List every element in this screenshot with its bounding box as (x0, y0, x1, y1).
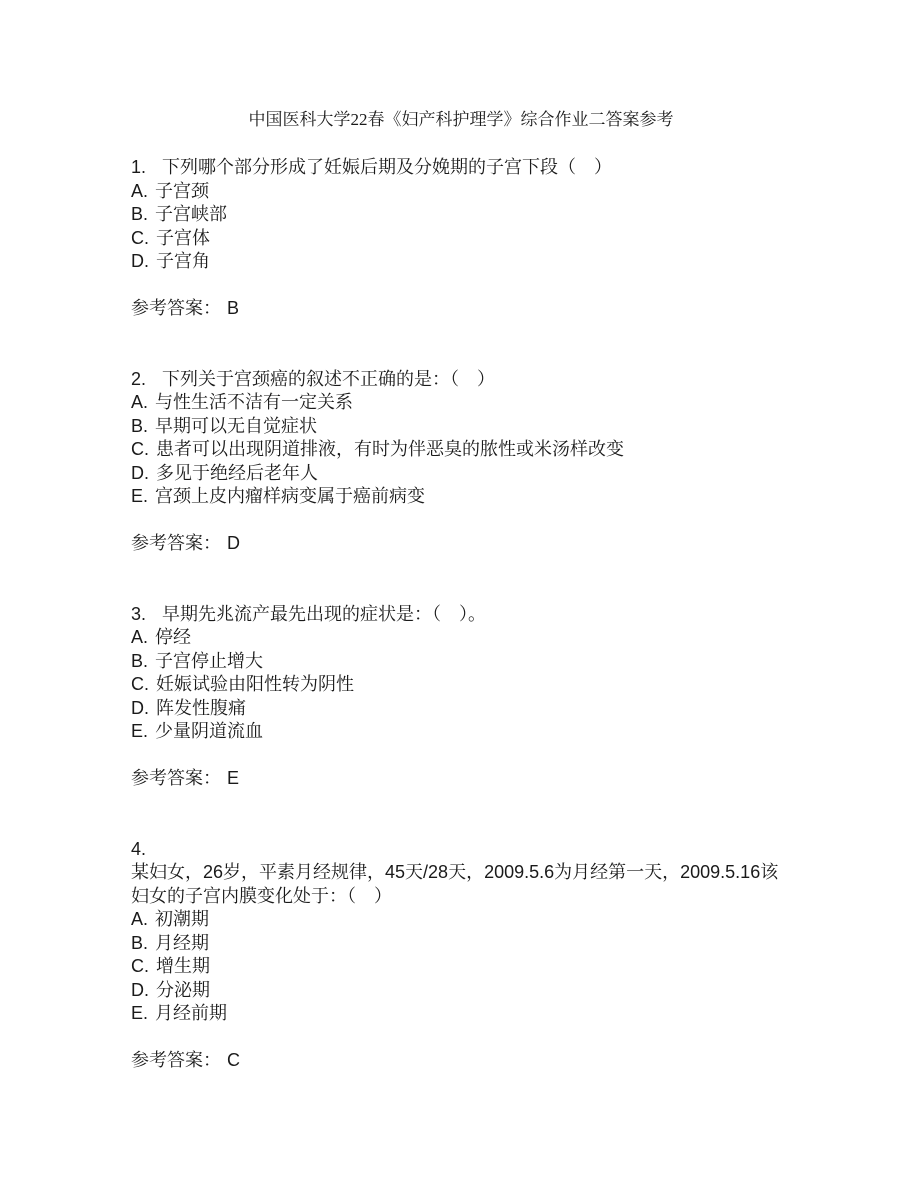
answer-prefix: 参考答案： (131, 768, 221, 788)
question-stem: 某妇女，26岁，平素月经规律，45天/28天，2009.5.6为月经第一天，2009.5.16该妇女的子宫内膜变化处于：（ ） (131, 862, 779, 906)
question-block (131, 838, 791, 1073)
question-heading (131, 156, 791, 180)
option-letter: C. (131, 227, 149, 248)
option-row (131, 415, 791, 439)
option-text: 少量阴道流血 (155, 721, 264, 741)
answer-line (131, 1049, 791, 1073)
option-letter: C. (131, 674, 149, 694)
option-letter: D. (131, 697, 149, 718)
option-row (131, 673, 791, 697)
question-number: 2. (131, 368, 147, 389)
option-text: 子宫停止增大 (155, 650, 264, 671)
option-row (131, 979, 791, 1003)
option-letter: E. (131, 721, 149, 741)
question-block (131, 156, 791, 321)
question-block (131, 368, 791, 556)
option-letter: C. (131, 439, 149, 459)
option-letter: A. (131, 909, 149, 929)
option-letter: E. (131, 486, 149, 506)
answer-letter: E (227, 768, 240, 788)
option-letter: B. (131, 204, 149, 224)
option-list (131, 908, 791, 1026)
option-row (131, 1002, 791, 1026)
option-text: 与性生活不洁有一定关系 (155, 392, 354, 412)
option-row (131, 391, 791, 415)
option-text: 初潮期 (155, 909, 210, 929)
option-letter: D. (131, 979, 149, 1000)
answer-prefix: 参考答案： (131, 1050, 221, 1070)
option-letter: B. (131, 932, 149, 953)
option-row (131, 955, 791, 979)
answer-prefix: 参考答案： (131, 533, 221, 553)
page-title: 中国医科大学22春《妇产科护理学》综合作业二答案参考 (248, 110, 674, 129)
question-number: 3. (131, 603, 147, 624)
answer-letter: D (227, 533, 240, 553)
option-row (131, 650, 791, 674)
option-letter: A. (131, 392, 149, 412)
option-text: 月经期 (155, 932, 210, 953)
option-text: 妊娠试验由阳性转为阴性 (156, 674, 354, 694)
option-letter: A. (131, 180, 149, 201)
option-row (131, 203, 791, 227)
option-row (131, 485, 791, 509)
option-text: 多见于绝经后老年人 (156, 462, 318, 483)
question-stem: 下列哪个部分形成了妊娠后期及分娩期的子宫下段（ ） (162, 157, 613, 177)
option-text: 子宫峡部 (155, 204, 228, 224)
answer-line (131, 767, 791, 791)
option-row (131, 908, 791, 932)
option-letter: D. (131, 251, 149, 271)
option-row (131, 438, 791, 462)
option-row (131, 227, 791, 251)
option-text: 子宫颈 (155, 180, 210, 201)
question-heading (131, 603, 791, 627)
answer-prefix: 参考答案： (131, 298, 221, 318)
option-row (131, 932, 791, 956)
option-row (131, 250, 791, 274)
option-text: 宫颈上皮内瘤样病变属于癌前病变 (155, 486, 426, 506)
option-row (131, 180, 791, 204)
option-row (131, 462, 791, 486)
option-list (131, 180, 791, 274)
question-heading (131, 838, 791, 909)
answer-line (131, 532, 791, 556)
question-number: 4. (131, 838, 147, 859)
option-list (131, 626, 791, 744)
option-text: 患者可以出现阴道排液，有时为伴恶臭的脓性或米汤样改变 (156, 439, 624, 459)
option-text: 月经前期 (155, 1003, 228, 1023)
option-letter: A. (131, 627, 149, 647)
option-text: 早期可以无自觉症状 (155, 415, 318, 436)
option-row (131, 720, 791, 744)
question-heading (131, 368, 791, 392)
question-block (131, 603, 791, 791)
question-number: 1. (131, 157, 147, 177)
option-text: 增生期 (156, 956, 210, 976)
option-letter: B. (131, 415, 149, 436)
question-stem: 下列关于宫颈癌的叙述不正确的是：（ ） (162, 368, 496, 389)
option-letter: D. (131, 462, 149, 483)
option-text: 停经 (155, 627, 192, 647)
option-text: 分泌期 (156, 979, 210, 1000)
answer-letter: B (227, 298, 240, 318)
option-text: 子宫体 (156, 227, 210, 248)
option-list (131, 391, 791, 509)
option-letter: E. (131, 1003, 149, 1023)
option-letter: C. (131, 956, 149, 976)
option-row (131, 626, 791, 650)
option-row (131, 697, 791, 721)
question-list (131, 156, 791, 1073)
answer-line (131, 297, 791, 321)
answer-letter: C (227, 1050, 240, 1070)
question-stem: 早期先兆流产最先出现的症状是：（ ）。 (162, 603, 487, 624)
option-letter: B. (131, 650, 149, 671)
option-text: 阵发性腹痛 (156, 697, 246, 718)
option-text: 子宫角 (156, 251, 210, 271)
